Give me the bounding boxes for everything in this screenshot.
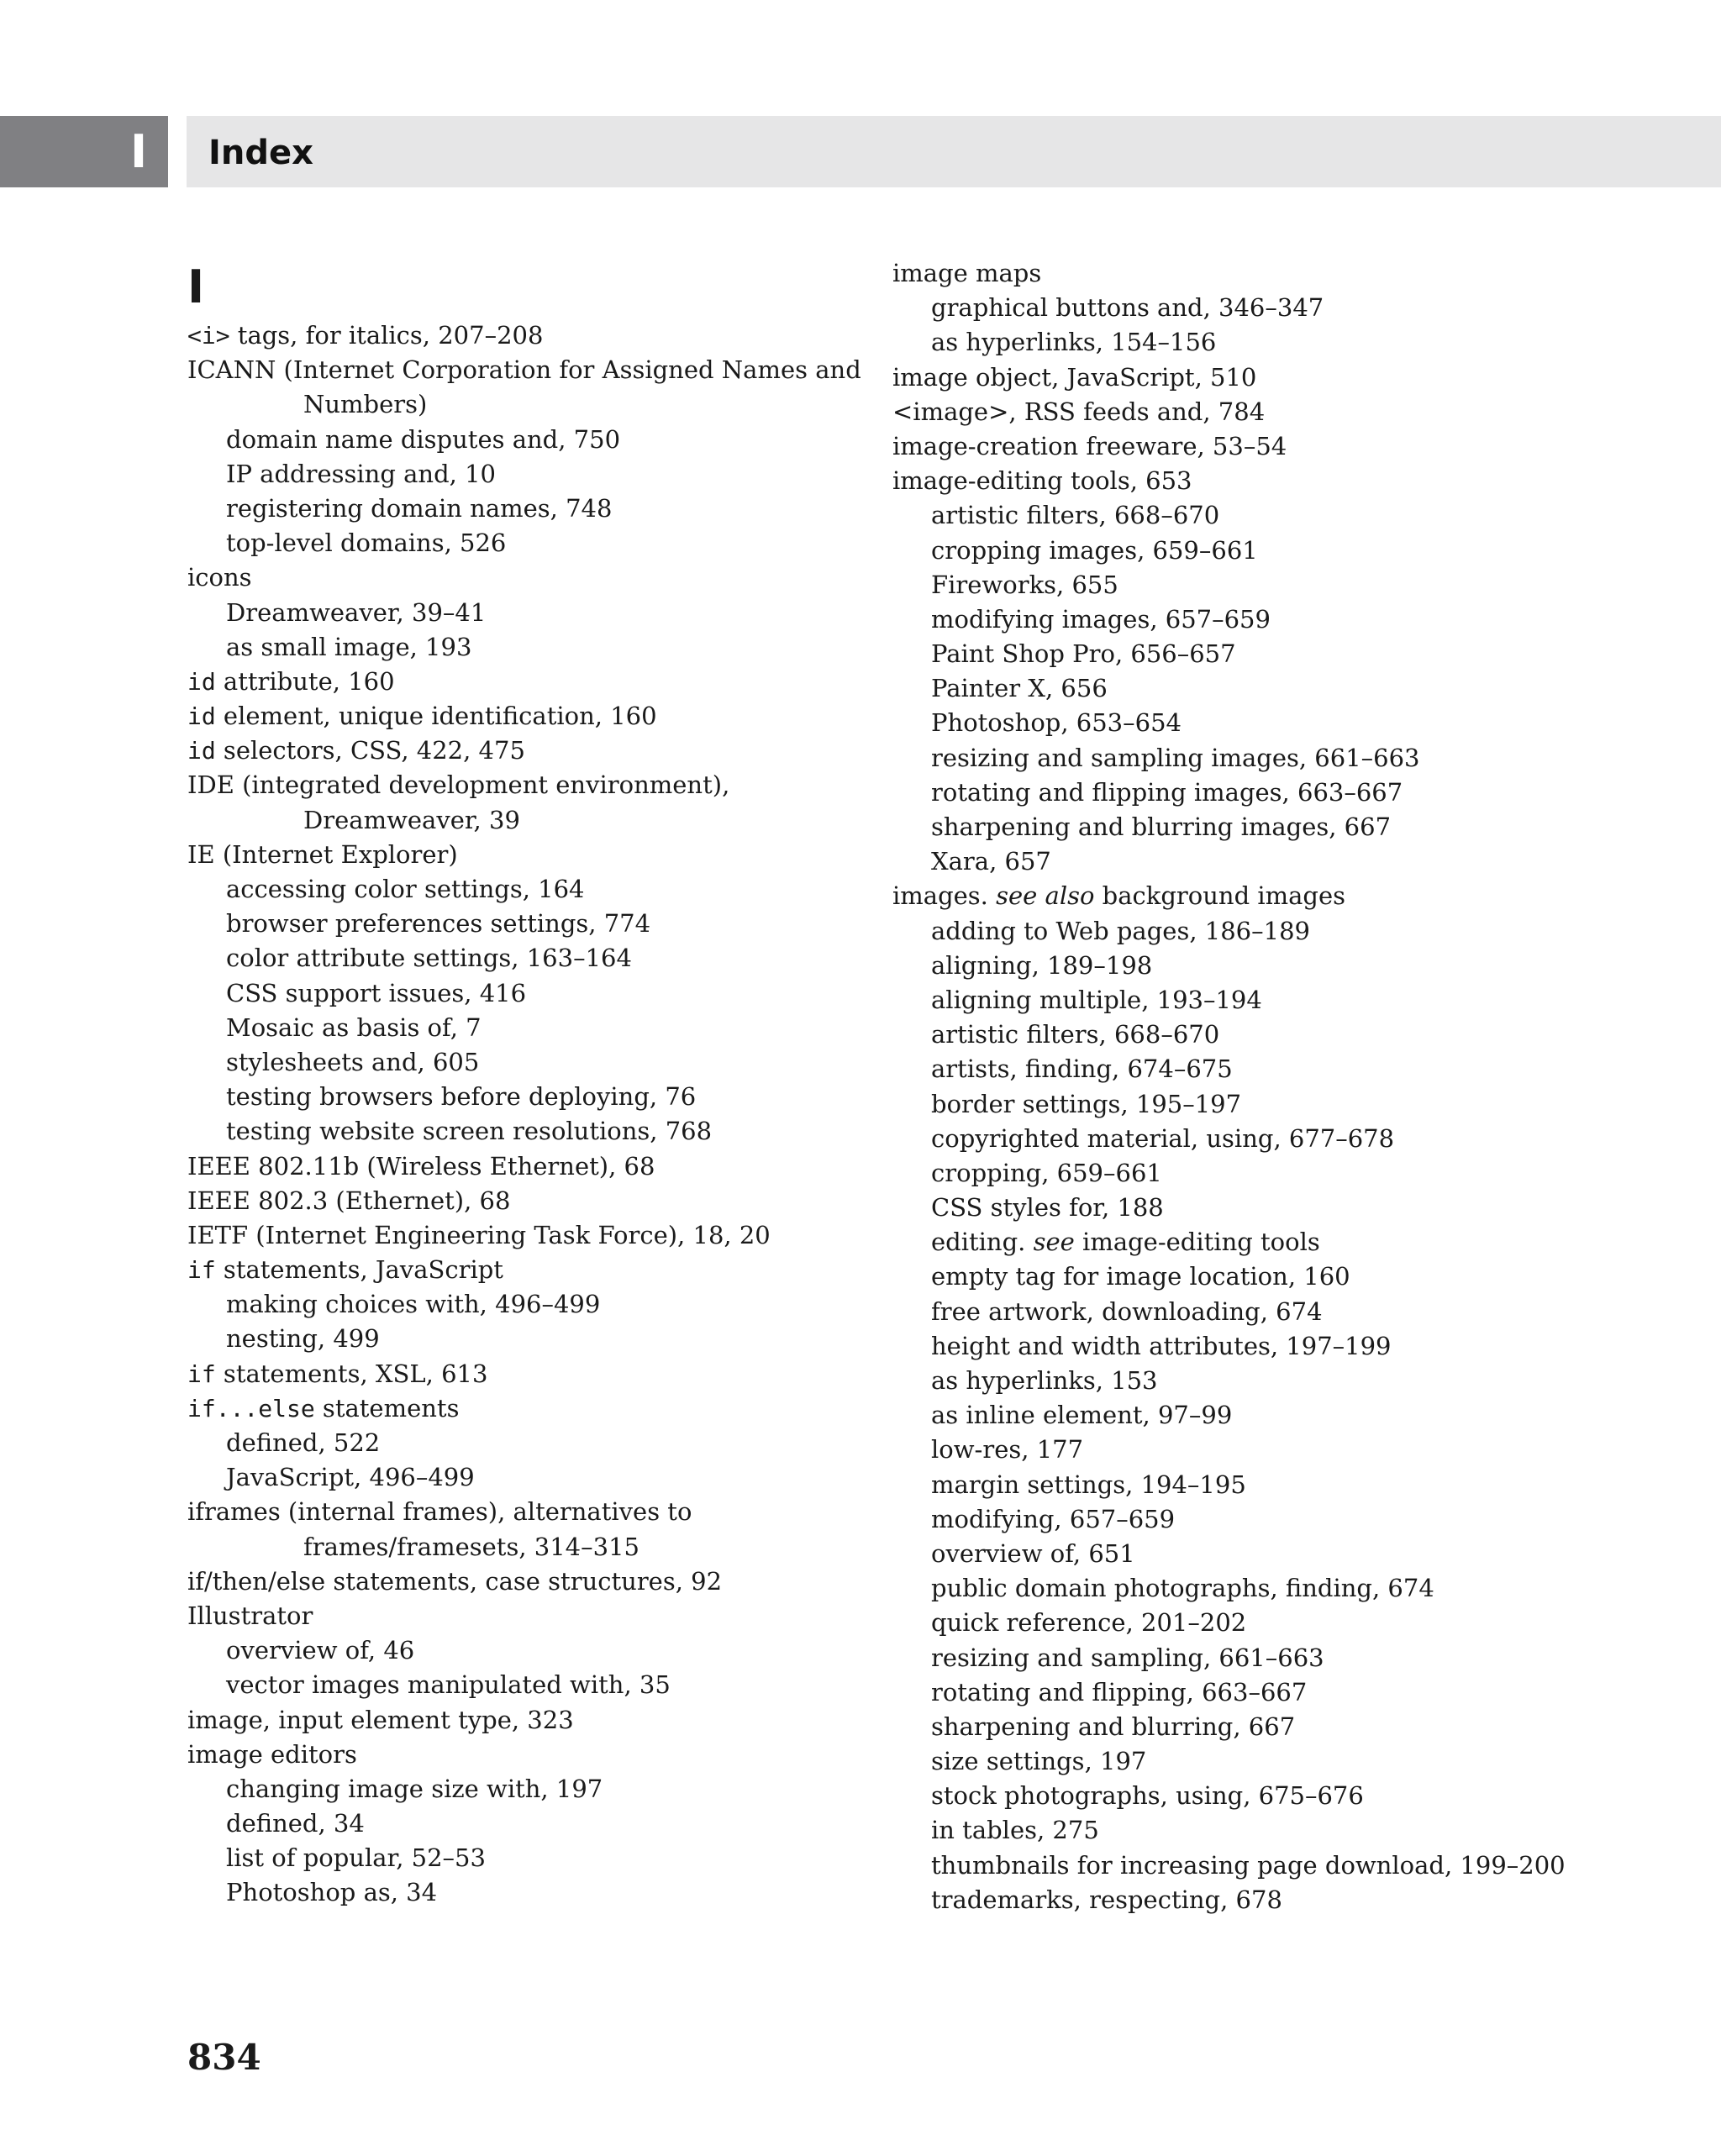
entry-text: Painter X, 656 (931, 674, 1108, 703)
entry-text: Paint Shop Pro, 656–657 (931, 639, 1236, 669)
index-entry (892, 1433, 1699, 1467)
entry-text: graphical buttons and, 346–347 (931, 293, 1324, 323)
entry-text: frames/framesets, 314–315 (303, 1532, 639, 1561)
entry-text: stock photographs, using, 675–676 (931, 1781, 1364, 1811)
index-entry (187, 1772, 876, 1806)
entry-text: as small image, 193 (226, 632, 472, 661)
index-entry (187, 665, 876, 699)
entry-text: defined, 522 (226, 1428, 381, 1457)
index-entry (892, 360, 1699, 395)
entry-text: as inline element, 97–99 (931, 1401, 1233, 1430)
running-header-title: Index (208, 134, 313, 172)
entry-text: registering domain names, 748 (226, 493, 613, 523)
index-entry (187, 630, 876, 665)
index-entry (892, 810, 1699, 844)
entry-text: copyrighted material, using, 677–678 (931, 1123, 1395, 1153)
entry-text: free artwork, downloading, 674 (931, 1296, 1323, 1326)
entry-text: cropping images, 659–661 (931, 535, 1258, 565)
index-entry (892, 1052, 1699, 1086)
index-entry (187, 596, 876, 630)
entry-text: making choices with, 496–499 (226, 1290, 601, 1319)
entry-text: low-res, 177 (931, 1435, 1084, 1465)
index-entry (187, 803, 876, 838)
index-entry (187, 1495, 876, 1529)
index-entry (892, 291, 1699, 325)
entry-text: iframes (internal frames), alternatives to (187, 1497, 692, 1527)
entry-text: stylesheets and, 605 (226, 1047, 480, 1076)
index-entry (187, 1149, 876, 1184)
entry-text: rotating and flipping images, 663–667 (931, 777, 1403, 807)
entry-text: IP addressing and, 10 (226, 459, 496, 488)
entry-text: changing image size with, 197 (226, 1774, 603, 1803)
entry-text: accessing color settings, 164 (226, 875, 585, 903)
index-entry (187, 1703, 876, 1738)
index-entry (187, 1322, 876, 1356)
entry-text: IETF (Internet Engineering Task Force), 18, 20 (187, 1220, 771, 1249)
index-entry (187, 1218, 876, 1253)
cross-reference-label: see also (996, 881, 1095, 911)
entry-text: artistic filters, 668–670 (931, 501, 1220, 530)
entry-text: attribute, 160 (215, 666, 395, 696)
index-entry (187, 1184, 876, 1218)
code-term: id (187, 702, 216, 731)
entry-text: empty tag for image location, 160 (931, 1262, 1350, 1291)
index-entry (187, 1253, 876, 1287)
entry-text: aligning multiple, 193–194 (931, 985, 1262, 1014)
index-entry (892, 1295, 1699, 1329)
index-entry (187, 1460, 876, 1495)
index-entry (892, 741, 1699, 776)
index-entry (892, 1398, 1699, 1433)
index-entry (187, 699, 876, 734)
index-entry (892, 1122, 1699, 1156)
cross-reference-label: see (1033, 1228, 1075, 1257)
index-entry (892, 429, 1699, 464)
entry-text: image, input element type, 323 (187, 1705, 574, 1734)
index-column-left (187, 256, 876, 1911)
index-entry (892, 1087, 1699, 1122)
entry-text: CSS support issues, 416 (226, 978, 527, 1007)
entry-text: modifying images, 657–659 (931, 604, 1271, 634)
code-term: if (187, 1359, 216, 1388)
entry-text: JavaScript, 496–499 (226, 1463, 475, 1492)
entry-text: sharpening and blurring, 667 (931, 1712, 1296, 1741)
entry-text: rotating and flipping, 663–667 (931, 1677, 1308, 1706)
index-entry (187, 976, 876, 1011)
index-entry (892, 706, 1699, 740)
entry-text: if/then/else statements, case structures, 92 (187, 1566, 723, 1596)
index-entry (892, 1641, 1699, 1675)
index-entry (892, 1744, 1699, 1779)
entry-text: background images (1094, 881, 1346, 911)
entry-text: artists, finding, 674–675 (931, 1054, 1233, 1084)
entry-text: icons (187, 563, 252, 592)
entry-text: <image>, RSS feeds and, 784 (892, 397, 1266, 426)
index-entry (892, 568, 1699, 602)
entry-text: images. (892, 881, 997, 911)
entry-text: Fireworks, 655 (931, 570, 1118, 599)
index-entry (187, 1287, 876, 1322)
entry-text: artistic filters, 668–670 (931, 1020, 1220, 1049)
thumb-tab-letter: I (130, 125, 148, 178)
index-entry (187, 1841, 876, 1875)
index-entry (892, 776, 1699, 810)
entry-text: as hyperlinks, 153 (931, 1366, 1158, 1395)
entry-text: quick reference, 201–202 (931, 1608, 1247, 1638)
entry-text: sharpening and blurring images, 667 (931, 812, 1392, 841)
entry-text: testing website screen resolutions, 768 (226, 1117, 713, 1146)
index-entry (187, 1045, 876, 1080)
index-entry (187, 423, 876, 457)
index-entry (892, 1502, 1699, 1537)
index-entry (892, 879, 1699, 913)
index-entry (892, 1606, 1699, 1640)
entry-text: Dreamweaver, 39–41 (226, 597, 487, 627)
index-entry (892, 1364, 1699, 1398)
index-entry (187, 560, 876, 595)
entry-text: image object, JavaScript, 510 (892, 362, 1257, 392)
entry-text: resizing and sampling images, 661–663 (931, 743, 1420, 772)
entry-text: tags, for italics, 207–208 (229, 321, 544, 350)
index-column-right (892, 256, 1699, 1917)
entry-text: Photoshop, 653–654 (931, 708, 1182, 738)
entry-text: IEEE 802.11b (Wireless Ethernet), 68 (187, 1151, 655, 1181)
index-entry (187, 1426, 876, 1460)
entry-text: aligning, 189–198 (931, 950, 1153, 980)
code-term: <i> (187, 322, 230, 350)
entry-text: testing browsers before deploying, 76 (226, 1082, 697, 1112)
index-entry (187, 1530, 876, 1564)
index-entry (187, 838, 876, 872)
index-entry (187, 318, 876, 353)
index-entry (892, 671, 1699, 706)
entry-text: list of popular, 52–53 (226, 1843, 486, 1873)
entry-text: vector images manipulated with, 35 (226, 1670, 671, 1700)
index-entry (187, 941, 876, 975)
index-entry (187, 907, 876, 941)
entry-text: image-creation freeware, 53–54 (892, 431, 1287, 460)
index-entry (892, 602, 1699, 637)
index-entry (187, 1875, 876, 1910)
entry-text: thumbnails for increasing page download, 199–200 (931, 1850, 1566, 1880)
index-entry (187, 1391, 876, 1426)
index-entry (892, 1225, 1699, 1259)
index-entry (892, 1156, 1699, 1191)
entry-text: element, unique identification, 160 (215, 702, 657, 731)
entry-text: modifying, 657–659 (931, 1504, 1176, 1533)
entry-text: resizing and sampling, 661–663 (931, 1643, 1324, 1672)
index-entry (187, 1011, 876, 1045)
index-entry (892, 534, 1699, 568)
index-entry (187, 526, 876, 560)
section-letter: I (187, 260, 205, 313)
index-entry (187, 1633, 876, 1668)
entry-text: statements, JavaScript (215, 1255, 503, 1285)
code-term: id (187, 667, 216, 696)
index-entry (892, 395, 1699, 429)
index-entry (892, 844, 1699, 879)
entry-text: color attribute settings, 163–164 (226, 944, 632, 973)
index-entry (892, 1883, 1699, 1917)
index-entry (187, 768, 876, 802)
code-term: if...else (187, 1394, 315, 1422)
index-entry (892, 1675, 1699, 1710)
entry-text: defined, 34 (226, 1809, 365, 1838)
entry-text: browser preferences settings, 774 (226, 909, 651, 939)
index-entry (187, 1357, 876, 1391)
code-term: id (187, 737, 216, 765)
entry-text: as hyperlinks, 154–156 (931, 328, 1217, 357)
index-entry (187, 353, 876, 387)
index-entry (187, 872, 876, 907)
entry-text: ICANN (Internet Corporation for Assigned Names and (187, 355, 861, 385)
index-entry (892, 1018, 1699, 1052)
entry-text: border settings, 195–197 (931, 1089, 1242, 1118)
index-entry (892, 1710, 1699, 1744)
index-entry (892, 1813, 1699, 1848)
running-header-bar (187, 116, 1721, 187)
entry-text: IE (Internet Explorer) (187, 839, 458, 869)
index-entry (187, 1114, 876, 1149)
index-entry (892, 949, 1699, 983)
code-term: if (187, 1256, 216, 1285)
entry-text: Dreamweaver, 39 (303, 805, 520, 834)
entry-text: statements (314, 1393, 460, 1422)
entry-text: IDE (integrated development environment), (187, 770, 730, 800)
entry-text: image maps (892, 259, 1042, 287)
index-entry (187, 1080, 876, 1114)
entry-text: domain name disputes and, 750 (226, 424, 621, 454)
index-entry (892, 1468, 1699, 1502)
index-entry (892, 914, 1699, 949)
index-entry (187, 1599, 876, 1633)
index-entry (892, 637, 1699, 671)
index-entry (892, 498, 1699, 533)
entry-text: Illustrator (187, 1601, 313, 1630)
entry-text: adding to Web pages, 186–189 (931, 916, 1310, 945)
entry-text: overview of, 46 (226, 1636, 415, 1665)
index-entry (892, 1537, 1699, 1571)
entry-text: cropping, 659–661 (931, 1158, 1162, 1187)
entry-text: public domain photographs, finding, 674 (931, 1574, 1434, 1603)
index-entry (187, 387, 876, 422)
entry-text: in tables, 275 (931, 1816, 1099, 1845)
entry-text: trademarks, respecting, 678 (931, 1885, 1282, 1914)
entry-text: Numbers) (303, 390, 428, 419)
entry-text: image-editing tools (1074, 1228, 1320, 1257)
entry-text: image-editing tools, 653 (892, 466, 1192, 496)
entry-text: nesting, 499 (226, 1324, 380, 1354)
index-entry (187, 492, 876, 526)
entry-text: IEEE 802.3 (Ethernet), 68 (187, 1186, 511, 1215)
index-entry (892, 256, 1699, 291)
index-entry (892, 325, 1699, 360)
index-entry (187, 1806, 876, 1841)
entry-text: Photoshop as, 34 (226, 1878, 438, 1907)
index-entry (892, 1571, 1699, 1606)
entry-text: height and width attributes, 197–199 (931, 1331, 1392, 1360)
entry-text: statements, XSL, 613 (215, 1359, 488, 1388)
entry-text: image editors (187, 1739, 357, 1769)
index-entry (892, 1259, 1699, 1294)
entry-text: overview of, 651 (931, 1538, 1135, 1568)
index-entry (892, 464, 1699, 498)
entry-text: CSS styles for, 188 (931, 1193, 1164, 1223)
index-entry (892, 1329, 1699, 1364)
index-entry (892, 1848, 1699, 1883)
entry-text: margin settings, 194–195 (931, 1470, 1246, 1499)
entry-text: Mosaic as basis of, 7 (226, 1012, 482, 1042)
entry-text: top-level domains, 526 (226, 528, 507, 558)
index-entry (187, 734, 876, 768)
index-entry (187, 457, 876, 492)
index-entry (892, 983, 1699, 1018)
entry-text: Xara, 657 (931, 847, 1051, 876)
page-number: 834 (187, 2037, 261, 2078)
index-entry (892, 1779, 1699, 1813)
index-entry (892, 1191, 1699, 1225)
entry-text: size settings, 197 (931, 1747, 1147, 1776)
index-entry (187, 1564, 876, 1599)
index-entry (187, 1738, 876, 1772)
entry-text: selectors, CSS, 422, 475 (215, 736, 525, 765)
index-entry (187, 1668, 876, 1702)
entry-text: editing. (931, 1228, 1034, 1257)
